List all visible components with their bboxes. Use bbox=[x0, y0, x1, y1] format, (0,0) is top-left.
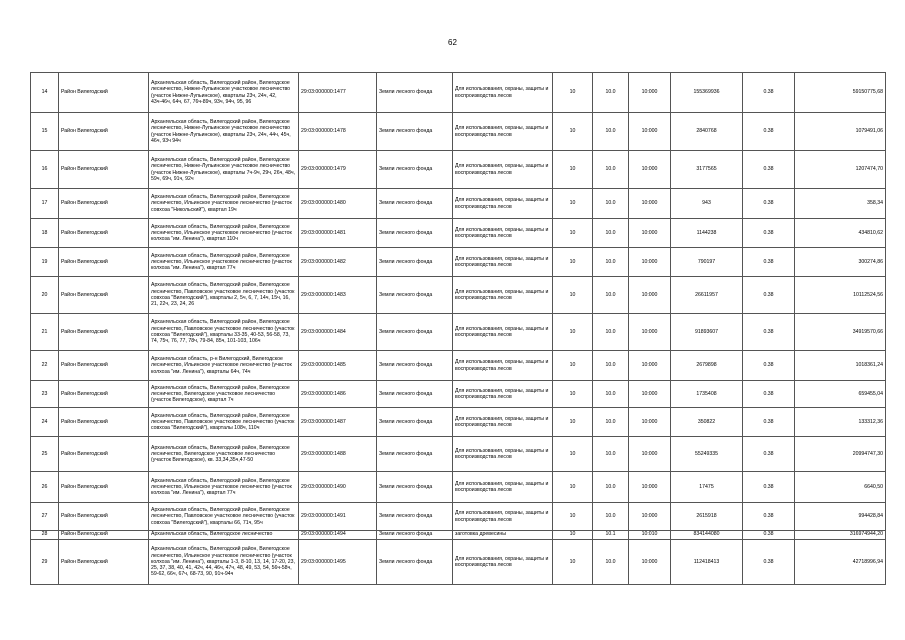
table-row bbox=[31, 503, 886, 531]
row-number: 21 bbox=[31, 314, 59, 351]
address-cell: Архангельская область, Вилегодский район, Вилегодское лесничество, Павловское участковое лесничество (участок совхоза "Вилегодский"), кварталы 108ч, 110ч bbox=[149, 408, 299, 437]
cadastral-value-cell: 1018361,24 bbox=[795, 351, 886, 381]
cadastral-value-cell: 300274,86 bbox=[795, 248, 886, 277]
code-a-cell: 10 bbox=[553, 408, 593, 437]
address-cell: Архангельская область, Вилегодский район, Вилегодское лесничество, Ильинское участковое лесничество (участок совхоза "Никольский"), квартал 19ч bbox=[149, 189, 299, 219]
cadastral-number-cell: 29:03:000000:1480 bbox=[299, 189, 377, 219]
area-cell: 17475 bbox=[671, 472, 743, 503]
cadastral-value-cell: 20994747,30 bbox=[795, 437, 886, 472]
cadastral-value-cell: 994428,84 bbox=[795, 503, 886, 531]
address-cell: Архангельская область, Вилегодский район, Вилегодское лесничество, Нижне-Лупьинское участковое лесничество (участок Нижне-Лупьинское), кварталы 23ч, 24ч, 42, 43ч-46ч, 64ч, 67, 76ч-89ч, 93ч, 94ч, 95, 96 bbox=[149, 73, 299, 113]
address-cell: Архангельская область, Вилегодский район, Вилегодское лесничество, Нижне-Лупьинское участковое лесничество (участок Нижне-Лупьинское), кварталы 7ч-9ч, 29ч, 26ч, 48ч, 59ч, 69ч, 91ч, 92ч bbox=[149, 151, 299, 189]
cadastral-value-cell: 59150775,68 bbox=[795, 73, 886, 113]
code-b-cell: 10.0 bbox=[593, 351, 629, 381]
cadastral-value-cell: 316974944,20 bbox=[795, 531, 886, 540]
land-category-cell: Земли лесного фонда bbox=[377, 503, 453, 531]
table-row bbox=[31, 531, 886, 540]
cadastral-value-cell: 133312,36 bbox=[795, 408, 886, 437]
code-b-cell: 10.1 bbox=[593, 531, 629, 540]
area-cell: 1735408 bbox=[671, 381, 743, 408]
permitted-use-cell: Для использования, охраны, защиты и воспроизводства лесов bbox=[453, 472, 553, 503]
area-cell: 26611957 bbox=[671, 277, 743, 314]
code-b-cell: 10.0 bbox=[593, 437, 629, 472]
cadastral-number-cell: 29:03:000000:1495 bbox=[299, 540, 377, 585]
code-b-cell: 10.0 bbox=[593, 408, 629, 437]
permitted-use-cell: Для использования, охраны, защиты и воспроизводства лесов bbox=[453, 503, 553, 531]
cadastral-value-cell: 434810,62 bbox=[795, 219, 886, 248]
rate-cell: 0.38 bbox=[743, 351, 795, 381]
code-c-cell: 10:000 bbox=[629, 408, 671, 437]
cadastral-value-cell: 42718996,94 bbox=[795, 540, 886, 585]
district-cell: Район Вилегодский bbox=[59, 503, 149, 531]
table-body bbox=[31, 73, 886, 585]
code-b-cell: 10.0 bbox=[593, 219, 629, 248]
row-number: 24 bbox=[31, 408, 59, 437]
address-cell: Архангельская область, Вилегодский район, Вилегодское лесничество, Нижне-Лупьинское участковое лесничество (участок Нижне-Лупьинское), кварталы 23ч, 24ч, 44ч, 45ч, 46ч, 93ч 94ч bbox=[149, 113, 299, 151]
district-cell: Район Вилегодский bbox=[59, 73, 149, 113]
code-a-cell: 10 bbox=[553, 277, 593, 314]
land-category-cell: Земли лесного фонда bbox=[377, 351, 453, 381]
table-row bbox=[31, 248, 886, 277]
permitted-use-cell: Для использования, охраны, защиты и воспроизводства лесов bbox=[453, 437, 553, 472]
code-c-cell: 10:000 bbox=[629, 540, 671, 585]
district-cell: Район Вилегодский bbox=[59, 113, 149, 151]
land-category-cell: Земли лесного фонда bbox=[377, 73, 453, 113]
row-number: 28 bbox=[31, 531, 59, 540]
code-a-cell: 10 bbox=[553, 314, 593, 351]
permitted-use-cell: Для использования, охраны, защиты и воспроизводства лесов bbox=[453, 408, 553, 437]
address-cell: Архангельская область, Вилегодское лесничество bbox=[149, 531, 299, 540]
area-cell: 1144238 bbox=[671, 219, 743, 248]
address-cell: Архангельская область, Вилегодский район, Вилегодское лесничество, Ильинское участковое лесничество (участок колхоза "им. Ленина"), квартал 77ч bbox=[149, 472, 299, 503]
code-c-cell: 10:000 bbox=[629, 437, 671, 472]
area-cell: 2615918 bbox=[671, 503, 743, 531]
code-a-cell: 10 bbox=[553, 351, 593, 381]
code-b-cell: 10.0 bbox=[593, 151, 629, 189]
cadastral-value-cell: 6640,50 bbox=[795, 472, 886, 503]
table-row bbox=[31, 437, 886, 472]
code-c-cell: 10:000 bbox=[629, 73, 671, 113]
permitted-use-cell: Для использования, охраны, защиты и воспроизводства лесов bbox=[453, 248, 553, 277]
address-cell: Архангельская область, Вилегодский район, Вилегодское лесничество, Павловское участковое лесничество (участок совхоза "Вилегодский"), кварталы 2, 5ч, 6, 7, 14ч, 15ч, 16, 21, 22ч, 23, 24, 26 bbox=[149, 277, 299, 314]
land-category-cell: Земли лесного фонда bbox=[377, 277, 453, 314]
rate-cell: 0.38 bbox=[743, 472, 795, 503]
table-row bbox=[31, 381, 886, 408]
rate-cell: 0.38 bbox=[743, 277, 795, 314]
code-b-cell: 10.0 bbox=[593, 189, 629, 219]
cadastral-value-cell: 1207474,70 bbox=[795, 151, 886, 189]
code-a-cell: 10 bbox=[553, 219, 593, 248]
cadastral-value-cell: 358,34 bbox=[795, 189, 886, 219]
address-cell: Архангельская область, Вилегодский район, Вилегодское лесничество, Павловское участковое лесничество (участок совхоза "Вилегодский"), кварталы 33-35, 40-53, 56-58, 73, 74, 75ч, 76, 77, 78ч, 79-84, 85ч, 101-103, 106ч bbox=[149, 314, 299, 351]
area-cell: 834144080 bbox=[671, 531, 743, 540]
code-c-cell: 10:000 bbox=[629, 113, 671, 151]
table-row bbox=[31, 151, 886, 189]
area-cell: 3177565 bbox=[671, 151, 743, 189]
code-b-cell: 10.0 bbox=[593, 113, 629, 151]
code-a-cell: 10 bbox=[553, 472, 593, 503]
cadastral-number-cell: 29:03:000000:1491 bbox=[299, 503, 377, 531]
land-category-cell: Земли лесного фонда bbox=[377, 219, 453, 248]
district-cell: Район Вилегодский bbox=[59, 531, 149, 540]
district-cell: Район Вилегодский bbox=[59, 248, 149, 277]
area-cell: 2679898 bbox=[671, 351, 743, 381]
address-cell: Архангельская область, Вилегодский район, Вилегодское лесничество, Ильинское участковое лесничество (участок колхоза "им. Ленина"), квартал 77ч bbox=[149, 248, 299, 277]
permitted-use-cell: Для использования, охраны, защиты и воспроизводства лесов bbox=[453, 351, 553, 381]
code-b-cell: 10.0 bbox=[593, 503, 629, 531]
code-a-cell: 10 bbox=[553, 151, 593, 189]
code-b-cell: 10.0 bbox=[593, 472, 629, 503]
address-cell: Архангельская область, Вилегодский район, Вилегодское лесничество, Павловское участковое лесничество (участок совхоза "Вилегодский"), кварталы 66, 71ч, 95ч bbox=[149, 503, 299, 531]
cadastral-number-cell: 29:03:000000:1483 bbox=[299, 277, 377, 314]
rate-cell: 0.38 bbox=[743, 408, 795, 437]
cadastral-value-cell: 659455,04 bbox=[795, 381, 886, 408]
district-cell: Район Вилегодский bbox=[59, 314, 149, 351]
area-cell: 91893607 bbox=[671, 314, 743, 351]
cadastral-number-cell: 29:03:000000:1477 bbox=[299, 73, 377, 113]
table-row bbox=[31, 472, 886, 503]
code-b-cell: 10.0 bbox=[593, 277, 629, 314]
land-category-cell: Земли лесного фонда bbox=[377, 248, 453, 277]
land-category-cell: Земли лесного фонда bbox=[377, 189, 453, 219]
row-number: 22 bbox=[31, 351, 59, 381]
land-category-cell: Земли лесного фонда bbox=[377, 381, 453, 408]
row-number: 14 bbox=[31, 73, 59, 113]
permitted-use-cell: заготовка древесины bbox=[453, 531, 553, 540]
table-row bbox=[31, 73, 886, 113]
permitted-use-cell: Для использования, охраны, защиты и воспроизводства лесов bbox=[453, 113, 553, 151]
code-c-cell: 10:000 bbox=[629, 219, 671, 248]
rate-cell: 0.38 bbox=[743, 189, 795, 219]
area-cell: 943 bbox=[671, 189, 743, 219]
table-row bbox=[31, 219, 886, 248]
table-row bbox=[31, 314, 886, 351]
row-number: 17 bbox=[31, 189, 59, 219]
table-row bbox=[31, 189, 886, 219]
table-row bbox=[31, 113, 886, 151]
code-b-cell: 10.0 bbox=[593, 248, 629, 277]
cadastral-number-cell: 29:03:000000:1494 bbox=[299, 531, 377, 540]
code-b-cell: 10.0 bbox=[593, 73, 629, 113]
code-c-cell: 10:000 bbox=[629, 277, 671, 314]
cadastral-number-cell: 29:03:000000:1481 bbox=[299, 219, 377, 248]
permitted-use-cell: Для использования, охраны, защиты и воспроизводства лесов bbox=[453, 189, 553, 219]
permitted-use-cell: Для использования, охраны, защиты и воспроизводства лесов bbox=[453, 151, 553, 189]
permitted-use-cell: Для использования, охраны, защиты и воспроизводства лесов bbox=[453, 540, 553, 585]
address-cell: Архангельская область, Вилегодский район, Вилегодское лесничество, Ильинское участковое лесничество (участок колхоза "им. Ленина"), кварталы 1-3, 8-10, 13, 14, 17-20, 23, 25, 37, 38, 40, 41, 42ч, 44, 46ч, 47ч, 48, 49, 53, 54, 56ч-58ч, 59-62, 66ч, 67ч, 68-73, 90, 91ч-94ч bbox=[149, 540, 299, 585]
row-number: 27 bbox=[31, 503, 59, 531]
land-category-cell: Земли лесного фонда bbox=[377, 113, 453, 151]
code-a-cell: 10 bbox=[553, 381, 593, 408]
code-c-cell: 10:000 bbox=[629, 151, 671, 189]
district-cell: Район Вилегодский bbox=[59, 351, 149, 381]
code-b-cell: 10.0 bbox=[593, 381, 629, 408]
rate-cell: 0.38 bbox=[743, 248, 795, 277]
land-category-cell: Земли лесного фонда bbox=[377, 472, 453, 503]
cadastral-number-cell: 29:03:000000:1488 bbox=[299, 437, 377, 472]
area-cell: 112418413 bbox=[671, 540, 743, 585]
table-row bbox=[31, 408, 886, 437]
district-cell: Район Вилегодский bbox=[59, 472, 149, 503]
cadastral-number-cell: 29:03:000000:1479 bbox=[299, 151, 377, 189]
rate-cell: 0.38 bbox=[743, 219, 795, 248]
area-cell: 55249335 bbox=[671, 437, 743, 472]
code-c-cell: 10:000 bbox=[629, 503, 671, 531]
district-cell: Район Вилегодский bbox=[59, 277, 149, 314]
cadastral-number-cell: 29:03:000000:1485 bbox=[299, 351, 377, 381]
rate-cell: 0.38 bbox=[743, 113, 795, 151]
land-category-cell: Земли лесного фонда bbox=[377, 408, 453, 437]
rate-cell: 0.38 bbox=[743, 437, 795, 472]
page-number: 62 bbox=[448, 38, 457, 47]
district-cell: Район Вилегодский bbox=[59, 437, 149, 472]
land-category-cell: Земли лесного фонда bbox=[377, 151, 453, 189]
rate-cell: 0.38 bbox=[743, 151, 795, 189]
address-cell: Архангельская область, р-н Вилегодский, Вилегодское лесничество, Ильинское участковое лесничество (участок колхоза "им. Ленина"), кварталы 64ч, 74ч bbox=[149, 351, 299, 381]
area-cell: 155369936 bbox=[671, 73, 743, 113]
row-number: 26 bbox=[31, 472, 59, 503]
row-number: 29 bbox=[31, 540, 59, 585]
row-number: 19 bbox=[31, 248, 59, 277]
district-cell: Район Вилегодский bbox=[59, 540, 149, 585]
row-number: 18 bbox=[31, 219, 59, 248]
rate-cell: 0.38 bbox=[743, 73, 795, 113]
code-c-cell: 10:000 bbox=[629, 351, 671, 381]
area-cell: 790197 bbox=[671, 248, 743, 277]
permitted-use-cell: Для использования, охраны, защиты и воспроизводства лесов bbox=[453, 73, 553, 113]
cadastral-number-cell: 29:03:000000:1484 bbox=[299, 314, 377, 351]
cadastral-number-cell: 29:03:000000:1486 bbox=[299, 381, 377, 408]
code-a-cell: 10 bbox=[553, 540, 593, 585]
cadastral-value-cell: 34919570,66 bbox=[795, 314, 886, 351]
code-a-cell: 10 bbox=[553, 503, 593, 531]
code-a-cell: 10 bbox=[553, 248, 593, 277]
area-cell: 2840768 bbox=[671, 113, 743, 151]
code-a-cell: 10 bbox=[553, 113, 593, 151]
rate-cell: 0.38 bbox=[743, 381, 795, 408]
address-cell: Архангельская область, Вилегодский район, Вилегодское лесничество, Вилегодское участковое лесничество (участок Вилегодское), квартал 7ч bbox=[149, 381, 299, 408]
permitted-use-cell: Для использования, охраны, защиты и воспроизводства лесов bbox=[453, 381, 553, 408]
cadastral-value-cell: 10112524,56 bbox=[795, 277, 886, 314]
row-number: 16 bbox=[31, 151, 59, 189]
district-cell: Район Вилегодский bbox=[59, 189, 149, 219]
rate-cell: 0.38 bbox=[743, 540, 795, 585]
code-c-cell: 10:000 bbox=[629, 189, 671, 219]
code-a-cell: 10 bbox=[553, 73, 593, 113]
code-c-cell: 10:000 bbox=[629, 381, 671, 408]
row-number: 23 bbox=[31, 381, 59, 408]
code-b-cell: 10.0 bbox=[593, 540, 629, 585]
table-row bbox=[31, 540, 886, 585]
district-cell: Район Вилегодский bbox=[59, 151, 149, 189]
district-cell: Район Вилегодский bbox=[59, 408, 149, 437]
rate-cell: 0.38 bbox=[743, 531, 795, 540]
code-c-cell: 10:000 bbox=[629, 472, 671, 503]
land-category-cell: Земли лесного фонда bbox=[377, 437, 453, 472]
code-c-cell: 10:000 bbox=[629, 314, 671, 351]
cadastral-number-cell: 29:03:000000:1478 bbox=[299, 113, 377, 151]
permitted-use-cell: Для использования, охраны, защиты и воспроизводства лесов bbox=[453, 314, 553, 351]
code-a-cell: 10 bbox=[553, 437, 593, 472]
code-c-cell: 10:000 bbox=[629, 248, 671, 277]
address-cell: Архангельская область, Вилегодский район, Вилегодское лесничество, Вилегодское участковое лесничество (участок Вилегодское), кв. 33,34,35ч,47-50 bbox=[149, 437, 299, 472]
area-cell: 350822 bbox=[671, 408, 743, 437]
land-registry-table bbox=[30, 72, 886, 585]
code-b-cell: 10.0 bbox=[593, 314, 629, 351]
cadastral-number-cell: 29:03:000000:1487 bbox=[299, 408, 377, 437]
cadastral-number-cell: 29:03:000000:1482 bbox=[299, 248, 377, 277]
row-number: 15 bbox=[31, 113, 59, 151]
cadastral-number-cell: 29:03:000000:1490 bbox=[299, 472, 377, 503]
address-cell: Архангельская область, Вилегодский район, Вилегодское лесничество, Ильинское участковое лесничество (участок колхоза "им. Ленина"), квартал 110ч bbox=[149, 219, 299, 248]
rate-cell: 0.38 bbox=[743, 314, 795, 351]
cadastral-value-cell: 1079491,06 bbox=[795, 113, 886, 151]
code-a-cell: 10 bbox=[553, 189, 593, 219]
permitted-use-cell: Для использования, охраны, защиты и воспроизводства лесов bbox=[453, 219, 553, 248]
table-row bbox=[31, 351, 886, 381]
permitted-use-cell: Для использования, охраны, защиты и воспроизводства лесов bbox=[453, 277, 553, 314]
code-a-cell: 10 bbox=[553, 531, 593, 540]
district-cell: Район Вилегодский bbox=[59, 219, 149, 248]
row-number: 20 bbox=[31, 277, 59, 314]
row-number: 25 bbox=[31, 437, 59, 472]
code-c-cell: 10:010 bbox=[629, 531, 671, 540]
rate-cell: 0.38 bbox=[743, 503, 795, 531]
land-category-cell: Земли лесного фонда bbox=[377, 531, 453, 540]
land-category-cell: Земли лесного фонда bbox=[377, 314, 453, 351]
table-row bbox=[31, 277, 886, 314]
district-cell: Район Вилегодский bbox=[59, 381, 149, 408]
land-category-cell: Земли лесного фонда bbox=[377, 540, 453, 585]
